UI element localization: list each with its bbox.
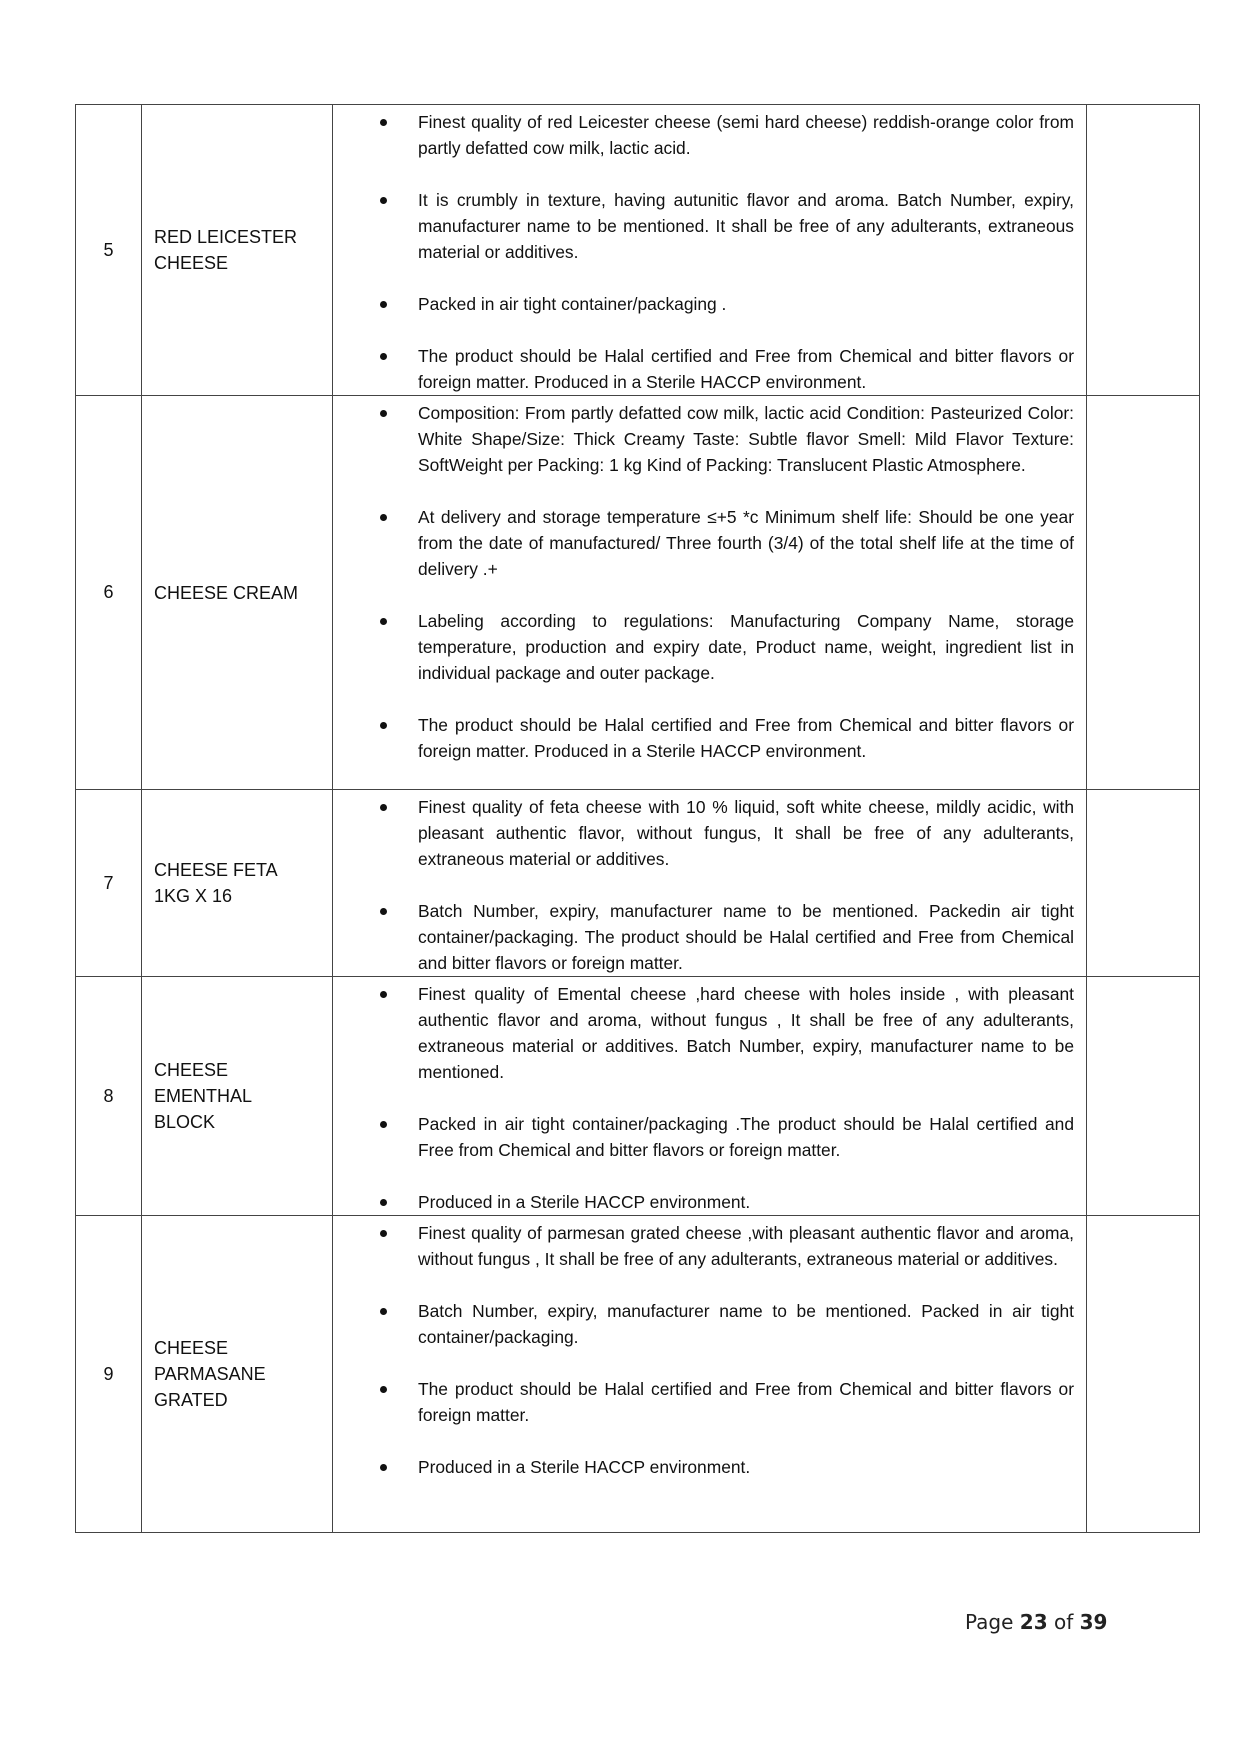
specification-bullet-list	[333, 109, 1074, 395]
specification-bullet: Finest quality of parmesan grated cheese ,with pleasant authentic flavor and aroma, without fungus , It shall be free of any adulterants, extraneous material or additives.	[333, 1220, 1074, 1272]
specification-bullet: The product should be Halal certified and Free from Chemical and bitter flavors or foreign matter.	[333, 1376, 1074, 1428]
table-row	[76, 977, 1200, 1216]
specification-bullet: Composition: From partly defatted cow milk, lactic acid Condition: Pasteurized Color: White Shape/Size: Thick Creamy Taste: Subtle flavor Smell: Mild Flavor Texture: SoftWeight per Packing: 1 kg Kind of Packing: Translucent Plastic Atmosphere.	[333, 400, 1074, 478]
specification-bullet: Labeling according to regulations: Manufacturing Company Name, storage temperature, production and expiry date, Product name, weight, ingredient list in individual package and outer package.	[333, 608, 1074, 686]
current-page-number: 23	[1019, 1610, 1048, 1634]
table-row	[76, 396, 1200, 790]
table-row	[76, 1216, 1200, 1533]
specification-bullet: Produced in a Sterile HACCP environment.	[333, 1189, 1074, 1215]
item-name-line: GRATED	[154, 1390, 228, 1410]
specification-bullet: It is crumbly in texture, having autunitic flavor and aroma. Batch Number, expiry, manufacturer name to be mentioned. It shall be free of any adulterants, extraneous material or additives.	[333, 187, 1074, 265]
specification-bullet: Batch Number, expiry, manufacturer name to be mentioned. Packed in air tight container/packaging.	[333, 1298, 1074, 1350]
specification-bullet: The product should be Halal certified and Free from Chemical and bitter flavors or foreign matter. Produced in a Sterile HACCP environment.	[333, 712, 1074, 764]
item-name-line: CHEESE	[154, 1338, 229, 1358]
page-footer	[965, 1610, 1107, 1634]
item-name	[142, 1216, 333, 1533]
specification-bullet: Packed in air tight container/packaging .	[333, 291, 1074, 317]
specification-bullet-list	[333, 400, 1074, 764]
item-name-line: CHEESE FETA	[154, 860, 278, 880]
specification-bullet: Packed in air tight container/packaging .The product should be Halal certified and Free from Chemical and bitter flavors or foreign matter.	[333, 1111, 1074, 1163]
table-row	[76, 105, 1200, 396]
specification-table	[75, 104, 1200, 1533]
empty-column-cell	[1087, 396, 1200, 790]
item-name-line: BLOCK	[154, 1112, 216, 1132]
item-name-line: CHEESE	[154, 1060, 229, 1080]
empty-column-cell	[1087, 105, 1200, 396]
item-name-line: PARMASANE	[154, 1364, 266, 1384]
specification-bullet: The product should be Halal certified and Free from Chemical and bitter flavors or foreign matter. Produced in a Sterile HACCP environment.	[333, 343, 1074, 395]
item-name-line: 1KG X 16	[154, 886, 233, 906]
item-name	[142, 790, 333, 977]
specification-bullet: Batch Number, expiry, manufacturer name to be mentioned. Packedin air tight container/packaging. The product should be Halal certified and Free from Chemical and bitter flavors or foreign matter.	[333, 898, 1074, 976]
page-of-label: of	[1047, 1610, 1080, 1634]
item-name-line: CHEESE CREAM	[154, 582, 299, 603]
specification-bullet-list	[333, 981, 1074, 1215]
empty-column-cell	[1087, 977, 1200, 1216]
item-number: 5	[76, 105, 142, 396]
empty-column-cell	[1087, 790, 1200, 977]
empty-column-cell	[1087, 1216, 1200, 1533]
item-specification	[333, 105, 1087, 396]
item-name-line: EMENTHAL	[154, 1086, 253, 1106]
item-name	[142, 396, 333, 790]
item-name	[142, 105, 333, 396]
specification-table-body	[76, 105, 1200, 1533]
specification-bullet: Finest quality of Emental cheese ,hard cheese with holes inside , with pleasant authentic flavor and aroma, without fungus , It shall be free of any adulterants, extraneous material or additives. Batch Number, expiry, manufacturer name to be mentioned.	[333, 981, 1074, 1085]
item-name-line: RED LEICESTER	[154, 227, 298, 247]
item-specification	[333, 790, 1087, 977]
item-number: 6	[76, 396, 142, 790]
specification-bullet: At delivery and storage temperature ≤+5 *c Minimum shelf life: Should be one year from the date of manufactured/ Three fourth (3/4) of the total shelf life at the time of delivery .+	[333, 504, 1074, 582]
item-number: 8	[76, 977, 142, 1216]
total-pages-number: 39	[1079, 1610, 1108, 1634]
item-name	[142, 977, 333, 1216]
item-number: 7	[76, 790, 142, 977]
item-specification	[333, 396, 1087, 790]
specification-bullet: Finest quality of red Leicester cheese (semi hard cheese) reddish-orange color from partly defatted cow milk, lactic acid.	[333, 109, 1074, 161]
specification-bullet: Produced in a Sterile HACCP environment.	[333, 1454, 1074, 1480]
item-name-line: CHEESE	[154, 253, 229, 273]
item-specification	[333, 1216, 1087, 1533]
table-row	[76, 790, 1200, 977]
page-label: Page	[965, 1610, 1020, 1634]
item-number: 9	[76, 1216, 142, 1533]
specification-bullet-list	[333, 1220, 1074, 1480]
specification-bullet: Finest quality of feta cheese with 10 % liquid, soft white cheese, mildly acidic, with pleasant authentic flavor, without fungus, It shall be free of any adulterants, extraneous material or additives.	[333, 794, 1074, 872]
item-specification	[333, 977, 1087, 1216]
specification-bullet-list	[333, 794, 1074, 976]
